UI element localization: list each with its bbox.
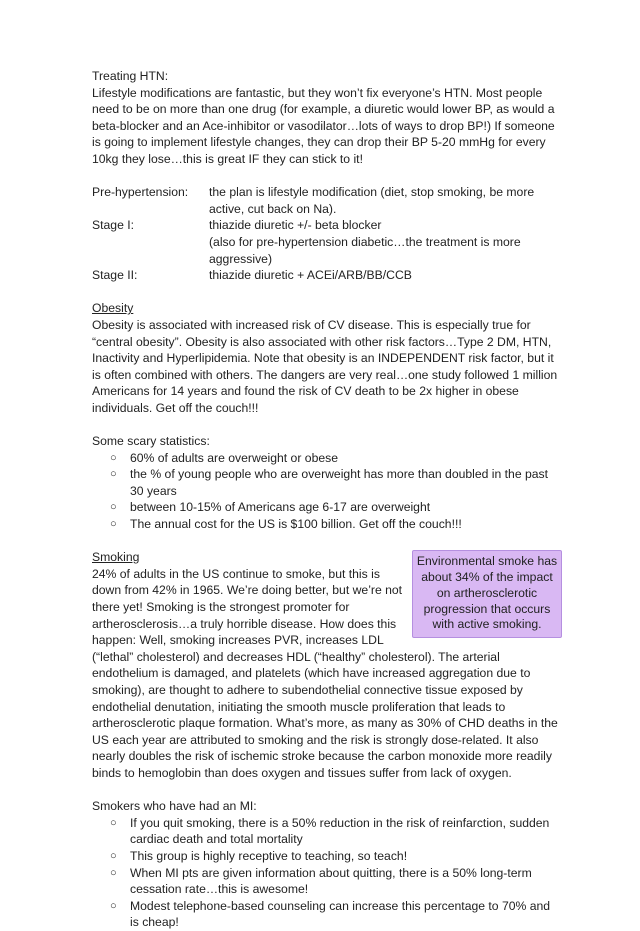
htn-title: Treating HTN: bbox=[92, 69, 169, 83]
stage-label: Pre-hypertension: bbox=[92, 185, 189, 200]
circle-bullet-icon: ○ bbox=[110, 816, 117, 829]
htn-intro: Lifestyle modifications are fantastic, but they won’t fix everyone’s HTN. Most people need to be on more than one drug (for example, a diuretic would lower BP, as would a beta-blocker and an Ace-inhibitor or vasodilator…lots of ways to drop BP!) If someone is going to implement lifestyle changes, they can drop their BP 5-20 mmHg for every 10kg they lose…this is great IF they can stick to it! bbox=[92, 85, 555, 166]
stats-title: Some scary statistics: bbox=[92, 434, 210, 449]
htn-stage-table bbox=[92, 184, 562, 284]
circle-bullet-icon: ○ bbox=[110, 501, 117, 514]
circle-bullet-icon: ○ bbox=[110, 899, 117, 912]
list-item: ○ When MI pts are given information about quitting, there is a 50% long-term cessation rate…this is awesome! bbox=[110, 865, 532, 897]
stage-desc: (also for pre-hypertension diabetic…the treatment is more aggressive) bbox=[209, 234, 521, 266]
callout-box: Environmental smoke has about 34% of the impact on artherosclerotic progression that occurs with active smoking. bbox=[412, 550, 562, 638]
obesity-body: Obesity is associated with increased risk of CV disease. This is especially true for “central obesity”. Obesity is also associated with other risk factors…Type 2 DM, HTN, Inactivity and Hyperlipidemia. Note that obesity is an INDEPENDENT risk factor, but it is often combined with others. The dangers are very real…one study followed 1 million Americans for 14 years and found the risk of CV death to be 2x higher in obese individuals. Get off the couch!!! bbox=[92, 317, 558, 415]
stage-desc: thiazide diuretic +/- beta blocker bbox=[209, 218, 382, 233]
list-item: ○ between 10-15% of Americans age 6-17 are overweight bbox=[110, 500, 431, 515]
smoking-section bbox=[92, 549, 562, 781]
stage-label: Stage I: bbox=[92, 218, 135, 233]
smoking-body: 24% of adults in the US continue to smoke, but this is down from 42% in 1965. We’re doing better, but we’re not there yet! Smoking is the strongest promoter for artherosclerosis…a truly horrible disease. How does this happen: Well, smoking increases PVR, increases LDL (“lethal” cholesterol) and decreases HDL (“healthy” cholesterol). The arterial endothelium is damaged, and platelets (which have increased aggregation due to smoking), are thought to adhere to subendothelial connective tissue exposed by endothelial denutation, initiating the smooth muscle proliferation that leads to artherosclerotic plaque formation. What’s more, as many as 30% of CHD deaths in the US each year are attributed to smoking and the risk is strongly dose-related. It also nearly doubles the risk of ischemic stroke because the carbon monoxide more readily binds to hemoglobin than does oxygen and tissues suffer from lack of oxygen. bbox=[92, 566, 558, 780]
stage-label: Stage II: bbox=[92, 268, 138, 283]
circle-bullet-icon: ○ bbox=[110, 451, 117, 464]
list-item: ○ Modest telephone-based counseling can increase this percentage to 70% and is cheap! bbox=[110, 898, 551, 930]
circle-bullet-icon: ○ bbox=[110, 849, 117, 862]
list-item: ○ the % of young people who are overweight has more than doubled in the past 30 years bbox=[110, 467, 549, 498]
list-item: ○ 60% of adults are overweight or obese bbox=[110, 450, 338, 465]
list-item: ○ The annual cost for the US is $100 billion. Get off the couch!!! bbox=[110, 517, 462, 532]
circle-bullet-icon: ○ bbox=[110, 866, 117, 879]
mi-title: Smokers who have had an MI: bbox=[92, 799, 257, 814]
obesity-heading: Obesity bbox=[92, 301, 134, 316]
stage-desc: thiazide diuretic + ACEi/ARB/BB/CCB bbox=[209, 268, 412, 283]
circle-bullet-icon: ○ bbox=[110, 468, 117, 481]
smoking-heading: Smoking bbox=[92, 550, 140, 565]
circle-bullet-icon: ○ bbox=[110, 518, 117, 531]
document-page bbox=[92, 68, 562, 931]
stats-list bbox=[92, 450, 562, 533]
mi-list bbox=[92, 815, 562, 931]
list-item: ○ This group is highly receptive to teaching, so teach! bbox=[110, 848, 408, 863]
stage-desc: the plan is lifestyle modification (diet, stop smoking, be more active, cut back on Na). bbox=[209, 185, 535, 216]
list-item: ○ If you quit smoking, there is a 50% reduction in the risk of reinfarction, sudden cardiac death and total mortality bbox=[110, 815, 550, 847]
